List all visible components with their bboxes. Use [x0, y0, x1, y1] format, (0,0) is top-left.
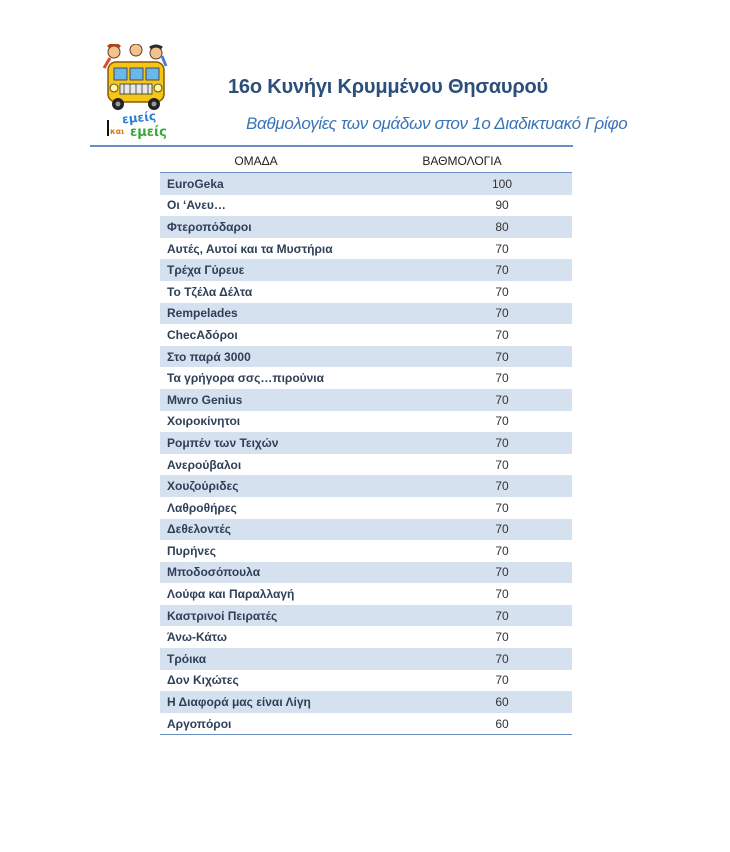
team-name-cell: Καστρινοί Πειρατές	[160, 605, 352, 627]
table-row	[160, 281, 572, 303]
table-row	[160, 691, 572, 713]
table-row	[160, 648, 572, 670]
team-name-cell: Λούφα και Παραλλαγή	[160, 583, 352, 605]
score-cell: 70	[352, 411, 572, 433]
team-name-cell: Στο παρά 3000	[160, 346, 352, 368]
score-cell: 70	[352, 519, 572, 541]
logo-text-top: εμείς	[121, 108, 157, 127]
logo-text-mid: και	[110, 127, 125, 136]
team-name-cell: Αργοπόροι	[160, 713, 352, 735]
score-cell: 70	[352, 324, 572, 346]
team-name-cell: Τρόικα	[160, 648, 352, 670]
logo-text-bottom: εμείς	[130, 125, 167, 140]
team-name-cell: Μποδοσόπουλα	[160, 562, 352, 584]
team-name-cell: EuroGeka	[160, 173, 352, 195]
team-name-cell: Δον Κιχώτες	[160, 670, 352, 692]
score-cell: 60	[352, 713, 572, 735]
score-cell: 60	[352, 691, 572, 713]
table-row	[160, 519, 572, 541]
column-header-score: ΒΑΘΜΟΛΟΓΙΑ	[352, 149, 572, 173]
table-row	[160, 259, 572, 281]
table-row	[160, 562, 572, 584]
table-row	[160, 626, 572, 648]
team-name-cell: Ρομπέν των Τειχών	[160, 432, 352, 454]
score-cell: 70	[352, 626, 572, 648]
table-row	[160, 195, 572, 217]
table-row	[160, 303, 572, 325]
score-cell: 70	[352, 281, 572, 303]
table-row	[160, 238, 572, 260]
team-name-cell: Λαθροθήρες	[160, 497, 352, 519]
column-header-team: ΟΜΑΔΑ	[160, 149, 352, 173]
score-cell: 70	[352, 346, 572, 368]
score-cell: 70	[352, 259, 572, 281]
score-cell: 70	[352, 454, 572, 476]
team-name-cell: Φτεροπόδαροι	[160, 216, 352, 238]
table-row	[160, 713, 572, 735]
score-cell: 70	[352, 583, 572, 605]
team-name-cell: Η Διαφορά μας είναι Λίγη	[160, 691, 352, 713]
table-row	[160, 367, 572, 389]
team-name-cell: Ανερούβαλοι	[160, 454, 352, 476]
event-logo	[100, 44, 174, 140]
table-row	[160, 454, 572, 476]
team-name-cell: Χοιροκίνητοι	[160, 411, 352, 433]
team-name-cell: Το Τζέλα Δέλτα	[160, 281, 352, 303]
score-cell: 70	[352, 303, 572, 325]
score-cell: 70	[352, 562, 572, 584]
score-cell: 70	[352, 389, 572, 411]
table-row	[160, 475, 572, 497]
header-divider	[90, 145, 573, 147]
team-name-cell: Rempelades	[160, 303, 352, 325]
table-row	[160, 540, 572, 562]
table-row	[160, 324, 572, 346]
page-title: 16ο Κυνήγι Κρυμμένου Θησαυρού	[228, 76, 548, 98]
score-cell: 70	[352, 367, 572, 389]
score-cell: 70	[352, 648, 572, 670]
team-name-cell: Οι ‘Ανευ…	[160, 195, 352, 217]
score-cell: 80	[352, 216, 572, 238]
table-row	[160, 216, 572, 238]
table-row	[160, 173, 572, 195]
team-name-cell: Χουζούριδες	[160, 475, 352, 497]
score-cell: 70	[352, 540, 572, 562]
team-name-cell: Mwro Genius	[160, 389, 352, 411]
team-name-cell: Αυτές, Αυτοί και τα Μυστήρια	[160, 238, 352, 260]
team-name-cell: Τρέχα Γύρευε	[160, 259, 352, 281]
table-row	[160, 389, 572, 411]
team-name-cell: ChecΑδόροι	[160, 324, 352, 346]
table-row	[160, 346, 572, 368]
score-cell: 70	[352, 497, 572, 519]
score-cell: 70	[352, 475, 572, 497]
table-row	[160, 432, 572, 454]
score-cell: 70	[352, 432, 572, 454]
table-row	[160, 605, 572, 627]
score-cell: 100	[352, 173, 572, 195]
table-row	[160, 411, 572, 433]
scores-table	[160, 149, 572, 734]
page-subtitle: Βαθμολογίες των ομάδων στον 1ο Διαδικτυακό Γρίφο	[246, 114, 628, 133]
score-cell: 70	[352, 670, 572, 692]
table-row	[160, 670, 572, 692]
score-cell: 90	[352, 195, 572, 217]
table-header-row	[160, 149, 572, 173]
table-row	[160, 497, 572, 519]
team-name-cell: Δεθελοντές	[160, 519, 352, 541]
team-name-cell: Άνω-Κάτω	[160, 626, 352, 648]
table-bottom-rule	[160, 734, 572, 735]
score-cell: 70	[352, 605, 572, 627]
team-name-cell: Τα γρήγορα σσς…πιρούνια	[160, 367, 352, 389]
score-cell: 70	[352, 238, 572, 260]
team-name-cell: Πυρήνες	[160, 540, 352, 562]
table-row	[160, 583, 572, 605]
